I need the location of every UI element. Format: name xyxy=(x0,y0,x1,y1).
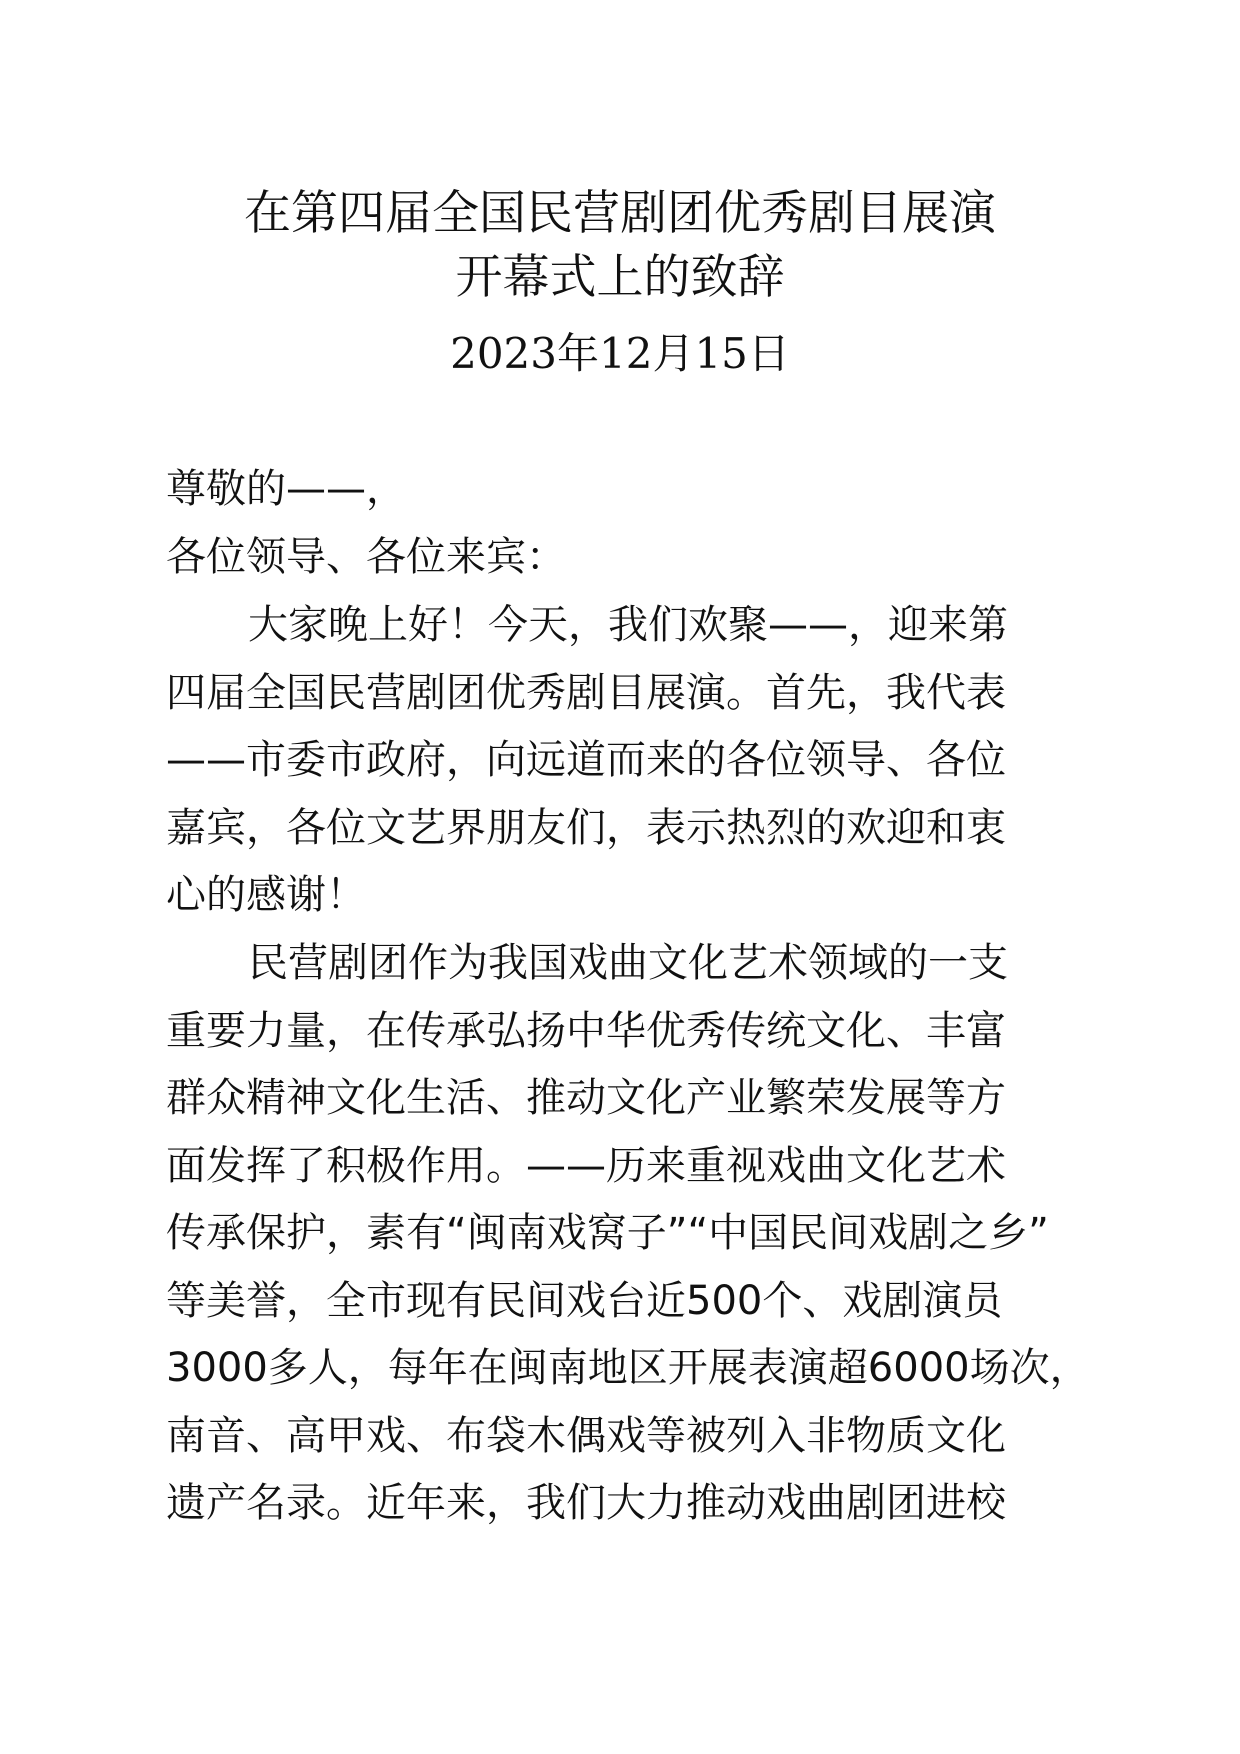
paragraph-1-line: 四届全国民营剧团优秀剧目展演。首先，我代表 xyxy=(166,669,1006,716)
paragraph-2-line: 重要力量，在传承弘扬中华优秀传统文化、丰富 xyxy=(166,1007,1006,1054)
salutation-line-2: 各位领导、各位来宾： xyxy=(166,534,566,580)
paragraph-2-line: 群众精神文化生活、推动文化产业繁荣发展等方 xyxy=(166,1075,1006,1121)
paragraph-2-line: 面发挥了积极作用。——历来重视戏曲文化艺术 xyxy=(166,1142,1006,1189)
paragraph-1 xyxy=(166,592,1086,930)
paragraph-1-line: 心的感谢！ xyxy=(166,872,366,918)
paragraph-1-line: 大家晚上好！今天，我们欢聚——，迎来第 xyxy=(248,602,1008,648)
paragraph-2-line: 遗产名录。近年来，我们大力推动戏曲剧团进校 xyxy=(166,1480,1006,1526)
salutation-line-1: 尊敬的——， xyxy=(166,466,406,512)
paragraph-1-line: ——市委市政府，向远道而来的各位领导、各位 xyxy=(166,737,1006,783)
paragraph-2-line: 南音、高甲戏、布袋木偶戏等被列入非物质文化 xyxy=(166,1412,1006,1459)
paragraph-2-line: 3000多人，每年在闽南地区开展表演超6000场次， xyxy=(166,1345,1090,1391)
paragraph-1-line: 嘉宾，各位文艺界朋友们，表示热烈的欢迎和衷 xyxy=(166,804,1006,851)
paragraph-2-line: 传承保护，素有“闽南戏窝子”“中国民间戏剧之乡” xyxy=(166,1210,1049,1256)
document-title-line-2: 开幕式上的致辞 xyxy=(455,250,785,305)
document-date: 2023年12月15日 xyxy=(450,329,790,378)
paragraph-2-line: 民营剧团作为我国戏曲文化艺术领域的一支 xyxy=(248,940,1008,986)
paragraph-2 xyxy=(166,930,1090,1538)
document-title-line-1: 在第四届全国民营剧团优秀剧目展演 xyxy=(244,186,996,241)
paragraph-2-line: 等美誉，全市现有民间戏台近500个、戏剧演员 xyxy=(166,1277,1003,1324)
